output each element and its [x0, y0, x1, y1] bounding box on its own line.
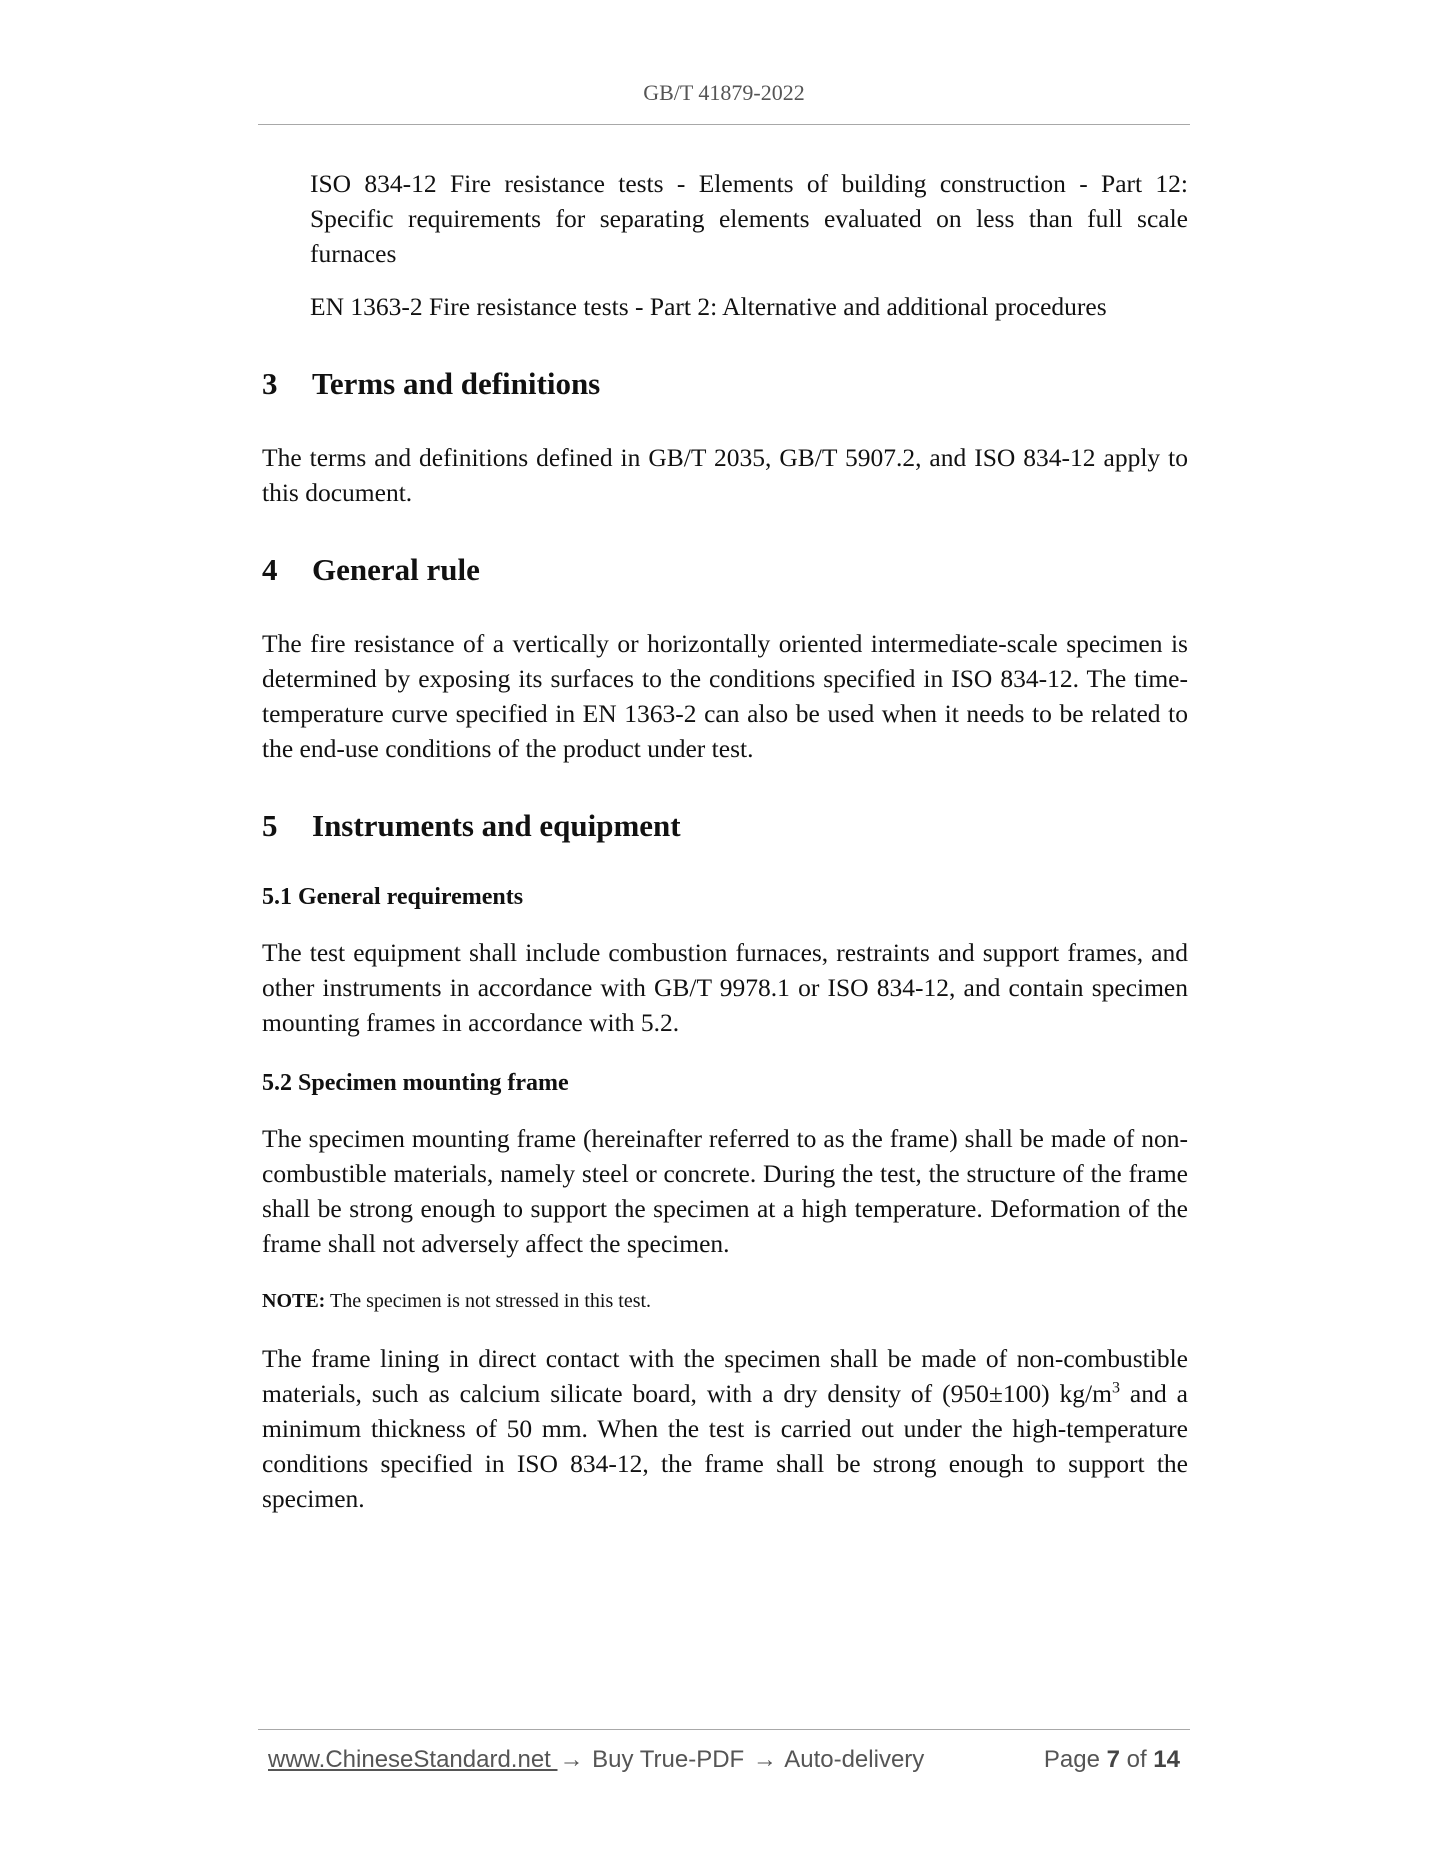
section-3-paragraph: The terms and definitions defined in GB/T 2035, GB/T 5907.2, and ISO 834-12 apply to this document.	[262, 443, 1188, 507]
note-text: The specimen is not stressed in this test.	[325, 1290, 652, 1312]
header-divider	[258, 124, 1190, 125]
auto-delivery-text: Auto-delivery	[778, 1746, 925, 1773]
footer-promo	[268, 1746, 924, 1774]
subsection-5-2-paragraph-2	[262, 1341, 1188, 1516]
arrow-right-icon: →	[559, 1746, 584, 1773]
paragraph-text-continued: and a minimum thickness of 50 mm. When the test is carried out under the high-temperature conditions specified in ISO 834-12, the frame shall be strong enough to support the specimen.	[262, 1379, 1188, 1513]
section-title: Terms and definitions	[312, 366, 601, 401]
page-label: Page	[1043, 1746, 1107, 1773]
section-number: 3	[262, 366, 278, 401]
subsection-5-2-heading: 5.2 Specimen mounting frame	[262, 1070, 569, 1096]
page-total: 14	[1153, 1746, 1180, 1773]
page-number	[1044, 1746, 1180, 1774]
note-label: NOTE:	[262, 1290, 326, 1312]
section-title: General rule	[312, 552, 480, 587]
section-4-paragraph: The fire resistance of a vertically or horizontally oriented intermediate-scale specimen is determined by exposing its surfaces to the conditions specified in ISO 834-12. The time-temperature curve specified in EN 1363-2 can also be used when it needs to be related to the end-use conditions of the product under test.	[262, 629, 1188, 763]
note	[262, 1287, 1188, 1315]
page-footer	[268, 1746, 1180, 1774]
website-link[interactable]: www.ChineseStandard.net	[268, 1746, 558, 1773]
section-4-heading	[262, 552, 1188, 588]
section-number: 5	[262, 808, 278, 843]
page-header: GB/T 41879-2022	[643, 80, 805, 105]
paragraph-text: The frame lining in direct contact with the specimen shall be made of non-combustible materials, such as calcium silicate board, with a dry density of (950±100) kg/m	[262, 1344, 1188, 1408]
subsection-5-2-paragraph: The specimen mounting frame (hereinafter referred to as the frame) shall be made of non-combustible materials, namely steel or concrete. During the test, the structure of the frame shall be strong enough to support the specimen at a high temperature. Deformation of the frame shall not adversely affect the specimen.	[262, 1124, 1188, 1258]
section-5-heading	[262, 808, 1188, 844]
page-of-label: of	[1119, 1746, 1154, 1773]
footer-divider	[258, 1729, 1190, 1730]
superscript-exponent: 3	[1111, 1379, 1120, 1397]
section-3-heading	[262, 366, 1188, 402]
page-content	[262, 166, 1188, 1516]
arrow-right-icon: →	[752, 1746, 777, 1773]
section-title: Instruments and equipment	[312, 808, 681, 843]
subsection-5-1-heading: 5.1 General requirements	[262, 884, 524, 910]
section-number: 4	[262, 552, 278, 587]
subsection-5-1-paragraph: The test equipment shall include combustion furnaces, restraints and support frames, and other instruments in accordance with GB/T 9978.1 or ISO 834-12, and contain specimen mounting frames in accordance with 5.2.	[262, 938, 1188, 1037]
page-current: 7	[1106, 1746, 1120, 1773]
reference-iso-834-12: ISO 834-12 Fire resistance tests - Elements of building construction - Part 12: Specific requirements for separating elements evaluated on less than full scale furnaces	[310, 169, 1188, 268]
reference-en-1363-2: EN 1363-2 Fire resistance tests - Part 2: Alternative and additional procedures	[310, 292, 1107, 321]
buy-true-pdf-text: Buy True-PDF	[585, 1746, 751, 1773]
